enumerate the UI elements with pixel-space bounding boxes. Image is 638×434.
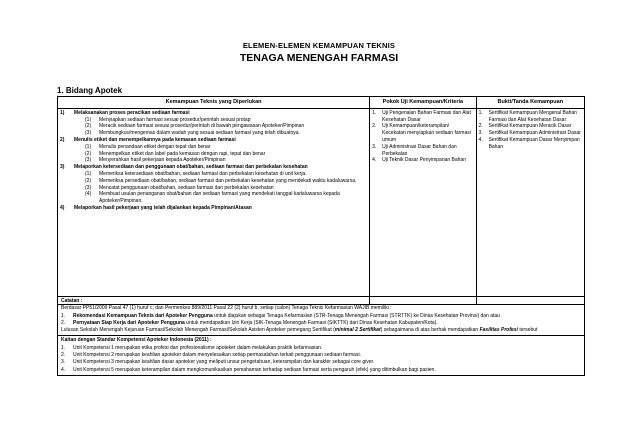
notes-label: Catatan : (61, 298, 83, 304)
skill-item: Membuat usulan penanganan obat/bahan dan sediaan farmasi yang mendekati tanggal kadaluwarsa kepada Apoteker/Pimpinan. (99, 191, 340, 205)
notes-table (57, 296, 585, 376)
proof-item: Sertifikat Kemampuan Meracik Dasar (488, 123, 572, 130)
proof-item: Sertifikat Kemampuan Mengenal Bahan Farmasi dan Alat Kesehatan Dasar (488, 109, 577, 123)
test-item: Uji Teknik Dasar Penyimpanan Bahan (382, 157, 467, 164)
notes-item: 1. Rekomendasi Kemampuan Teknis dari Apoteker Pengguna untuk diajukan sebagai Tenaga Kefarmasian (STR-Tenaga Menengah Farmasi (STRTTK) ke Dinas Kesehatan Provinsi) dan atau (61, 312, 500, 319)
skill-heading: Melaporkan ketersediaan dan penggunaan obat/bahan, sediaan farmasi dan perbekalan kesehatan (74, 164, 308, 171)
table-header-row (58, 97, 585, 109)
notes-item: 2. Pernyataan Siap Kerja dari Apoteker Pengguna untuk mendapatkan Izin Kerja (SIK-Tenaga Menengah Farmasi (SIKTTK) dari Dinas Kesehatan Kabupaten/Kota). (61, 319, 438, 326)
skill-item: Memeriksa ketersediaan obat/bahan, sediaan farmasi dan perbekalan kesehatan di unit kerja. (99, 170, 307, 177)
section-title: 1. Bidang Apotek (57, 86, 123, 95)
skill-item: Membungkus/mengemas dalam wadah yang sesuai sediaan farmasi yang telah dibuatnya. (99, 130, 300, 137)
skill-item: Menulis penandaan etiket dengan tepat dan benar (99, 143, 211, 150)
skill-item: Menyiapkan sediaan farmasi sesuai prosedur/perintah sesuai protap (99, 116, 251, 123)
standards-cell (58, 336, 585, 375)
skill-group: 1) Melaksanakan proses peracikan sediaan farmasi (1) Menyiapkan sediaan farmasi sesuai prosedur/perintah sesuai protap (2) Meracik sediaan farmasi sesuai prosedur/perintah di bawah pengawasan Apoteker/Pimpinan (3) Membungkus/mengemas dalam wadah yang sesuai sediaan farmasi yang telah dibuatnya. (60, 109, 305, 137)
skill-item: Meracik sediaan farmasi sesuai prosedur/perintah di bawah pengawasan Apoteker/Pimpinan (99, 123, 305, 130)
competency-table (57, 96, 585, 305)
column-header-proof: Bukti/Tanda Kemampuan (476, 97, 584, 109)
standards-row (58, 336, 585, 375)
proof-cell: 1. Sertifikat Kemampuan Mengenal Bahan Farmasi dan Alat Kesehatan Dasar 2. Sertifikat Kemampuan Meracik Dasar 3. Sertifikat Kemampuan Administrasi Dasar 4. Sertifikat Kemampuan Dasar Menyimpan Bahan (476, 108, 584, 304)
standards-item: 1. Unit Kompetensi 1 merupakan etika profesi dan profesionalisme apoteker dalam melakukan praktik kefarmasian. (61, 344, 323, 351)
test-item: Uji Pengenalan Bahan Farmasi dan Alat Kesehatan Dasar (382, 109, 471, 123)
notes-cell (58, 297, 585, 336)
skill-heading: Menulis etiket dan menempelkannya pada kemasan sediaan farmasi (74, 136, 236, 143)
standards-title: Kaitan dengan Standar Kompetensi Apoteker Indonesia (2011) : (61, 337, 212, 344)
skill-item: Memeriksa persediaan obat/bahan, sediaan farmasi dan perbekalan kesehatan yang mendekati waktu kadaluwarsa. (99, 177, 357, 184)
proof-item: Sertifikat Kemampuan Dasar Menyimpan Bahan (488, 136, 580, 150)
test-item: Uji Administrasi Dasar Bahan dan Perbekalan (382, 143, 457, 157)
skill-group: 3) Melaporkan ketersediaan dan penggunaan obat/bahan, sediaan farmasi dan perbekalan kesehatan (1) Memeriksa ketersediaan obat/bahan, sediaan farmasi dan perbekalan kesehatan di unit kerja. (2) Memeriksa persediaan obat/bahan, sediaan farmasi dan perbekalan kesehatan yang mendekati waktu kadaluwarsa. (3) Mencatat penggunaan obat/bahan, sediaan farmasi dan perbekalan kesehatan (4) Membuat usulan penanganan obat/bahan dan sediaan farmasi yang mendekati tanggal kadaluwarsa kepada Apoteker/Pimpinan. (60, 164, 367, 205)
document-heading: ELEMEN-ELEMEN KEMAMPUAN TEKNIS (242, 41, 396, 50)
standards-item: 4. Unit Kompetensi 5 merupakan keterampilan dalam mengkomunikasikan pemahaman terhadap sediaan farmasi serta pengaruh (efek) yang ditimbulkan bagi pasien. (61, 366, 436, 373)
notes-row (58, 297, 585, 336)
skill-group: 4) Melaporkan hasil pekerjaan yang telah dijalankan kepada Pimpinan/Atasan (60, 204, 252, 211)
column-header-test: Pokok Uji Kemampuan/Kriteria (370, 97, 476, 109)
skill-group: 2) Menulis etiket dan menempelkannya pada kemasan sediaan farmasi (1) Menulis penandaan etiket dengan tepat dan benar (2) Menempelkan etiket dan label pada kemasan dengan rapi, tepat dan benar (3) Menyerahkan hasil pekerjaan kepada Apoteker/Pimpinan (60, 136, 266, 164)
notes-lulusan: Lulusan Sekolah Menengah Kejuruan Farmasi/Sekolah Menengah Farmasi/Sekolah Asisten Apoteker pemegang Sertifikat (minimal 2 Sertifikat) sebagaimana di atas berhak mendapatkan Fasilitas Profesi tersebut (61, 327, 538, 334)
skill-item: Mencatat penggunaan obat/bahan, sediaan farmasi dan perbekalan kesehatan (99, 184, 274, 191)
skill-item: Menyerahkan hasil pekerjaan kepada Apoteker/Pimpinan (99, 157, 226, 164)
standards-item: 3. Unit Kompetensi 3 merupakan keahlian dasar apoteker yang meliputi unsur pengetahuan, keterampilan dan karakter sebagai core giver. (61, 359, 375, 366)
test-item: Uji Kemampuan/keterampilan/ Kecekatan menyiapkan sediaan farmasi umum (382, 123, 471, 143)
proof-item: Sertifikat Kemampuan Administrasi Dasar (488, 130, 581, 137)
skill-heading: Melaksanakan proses peracikan sediaan farmasi (74, 109, 190, 116)
skills-cell (58, 108, 370, 304)
document-subtitle: TENAGA MENENGAH FARMASI (239, 52, 399, 64)
skill-heading: Melaporkan hasil pekerjaan yang telah dijalankan kepada Pimpinan/Atasan (74, 204, 252, 211)
notes-intro: Berdasar PP51/2009 Pasal 47 (1) huruf c, dan Permenkes 889/2011 Pasal 22 (2) huruf b, setiap (calon) Tenaga Teknis Kefarmasian WAJIB memiliki : (61, 305, 392, 312)
skill-item: Menempelkan etiket dan label pada kemasan dengan rapi, tepat dan benar (99, 150, 266, 157)
column-header-skills: Kemampuan Teknis yang Diperlukan (58, 97, 370, 109)
standards-item: 2. Unit Kompetensi 2 merupakan keahlian apoteker dalam menyelesaikan setiap permasalahan terkait penggunaan sediaan farmasi. (61, 352, 361, 359)
test-cell: 1. Uji Pengenalan Bahan Farmasi dan Alat Kesehatan Dasar 2. Uji Kemampuan/keterampilan/ Kecekatan menyiapkan sediaan farmasi umum 3. Uji Administrasi Dasar Bahan dan Perbekalan 4. Uji Teknik Dasar Penyimpanan Bahan (370, 108, 476, 304)
table-row (58, 108, 585, 304)
